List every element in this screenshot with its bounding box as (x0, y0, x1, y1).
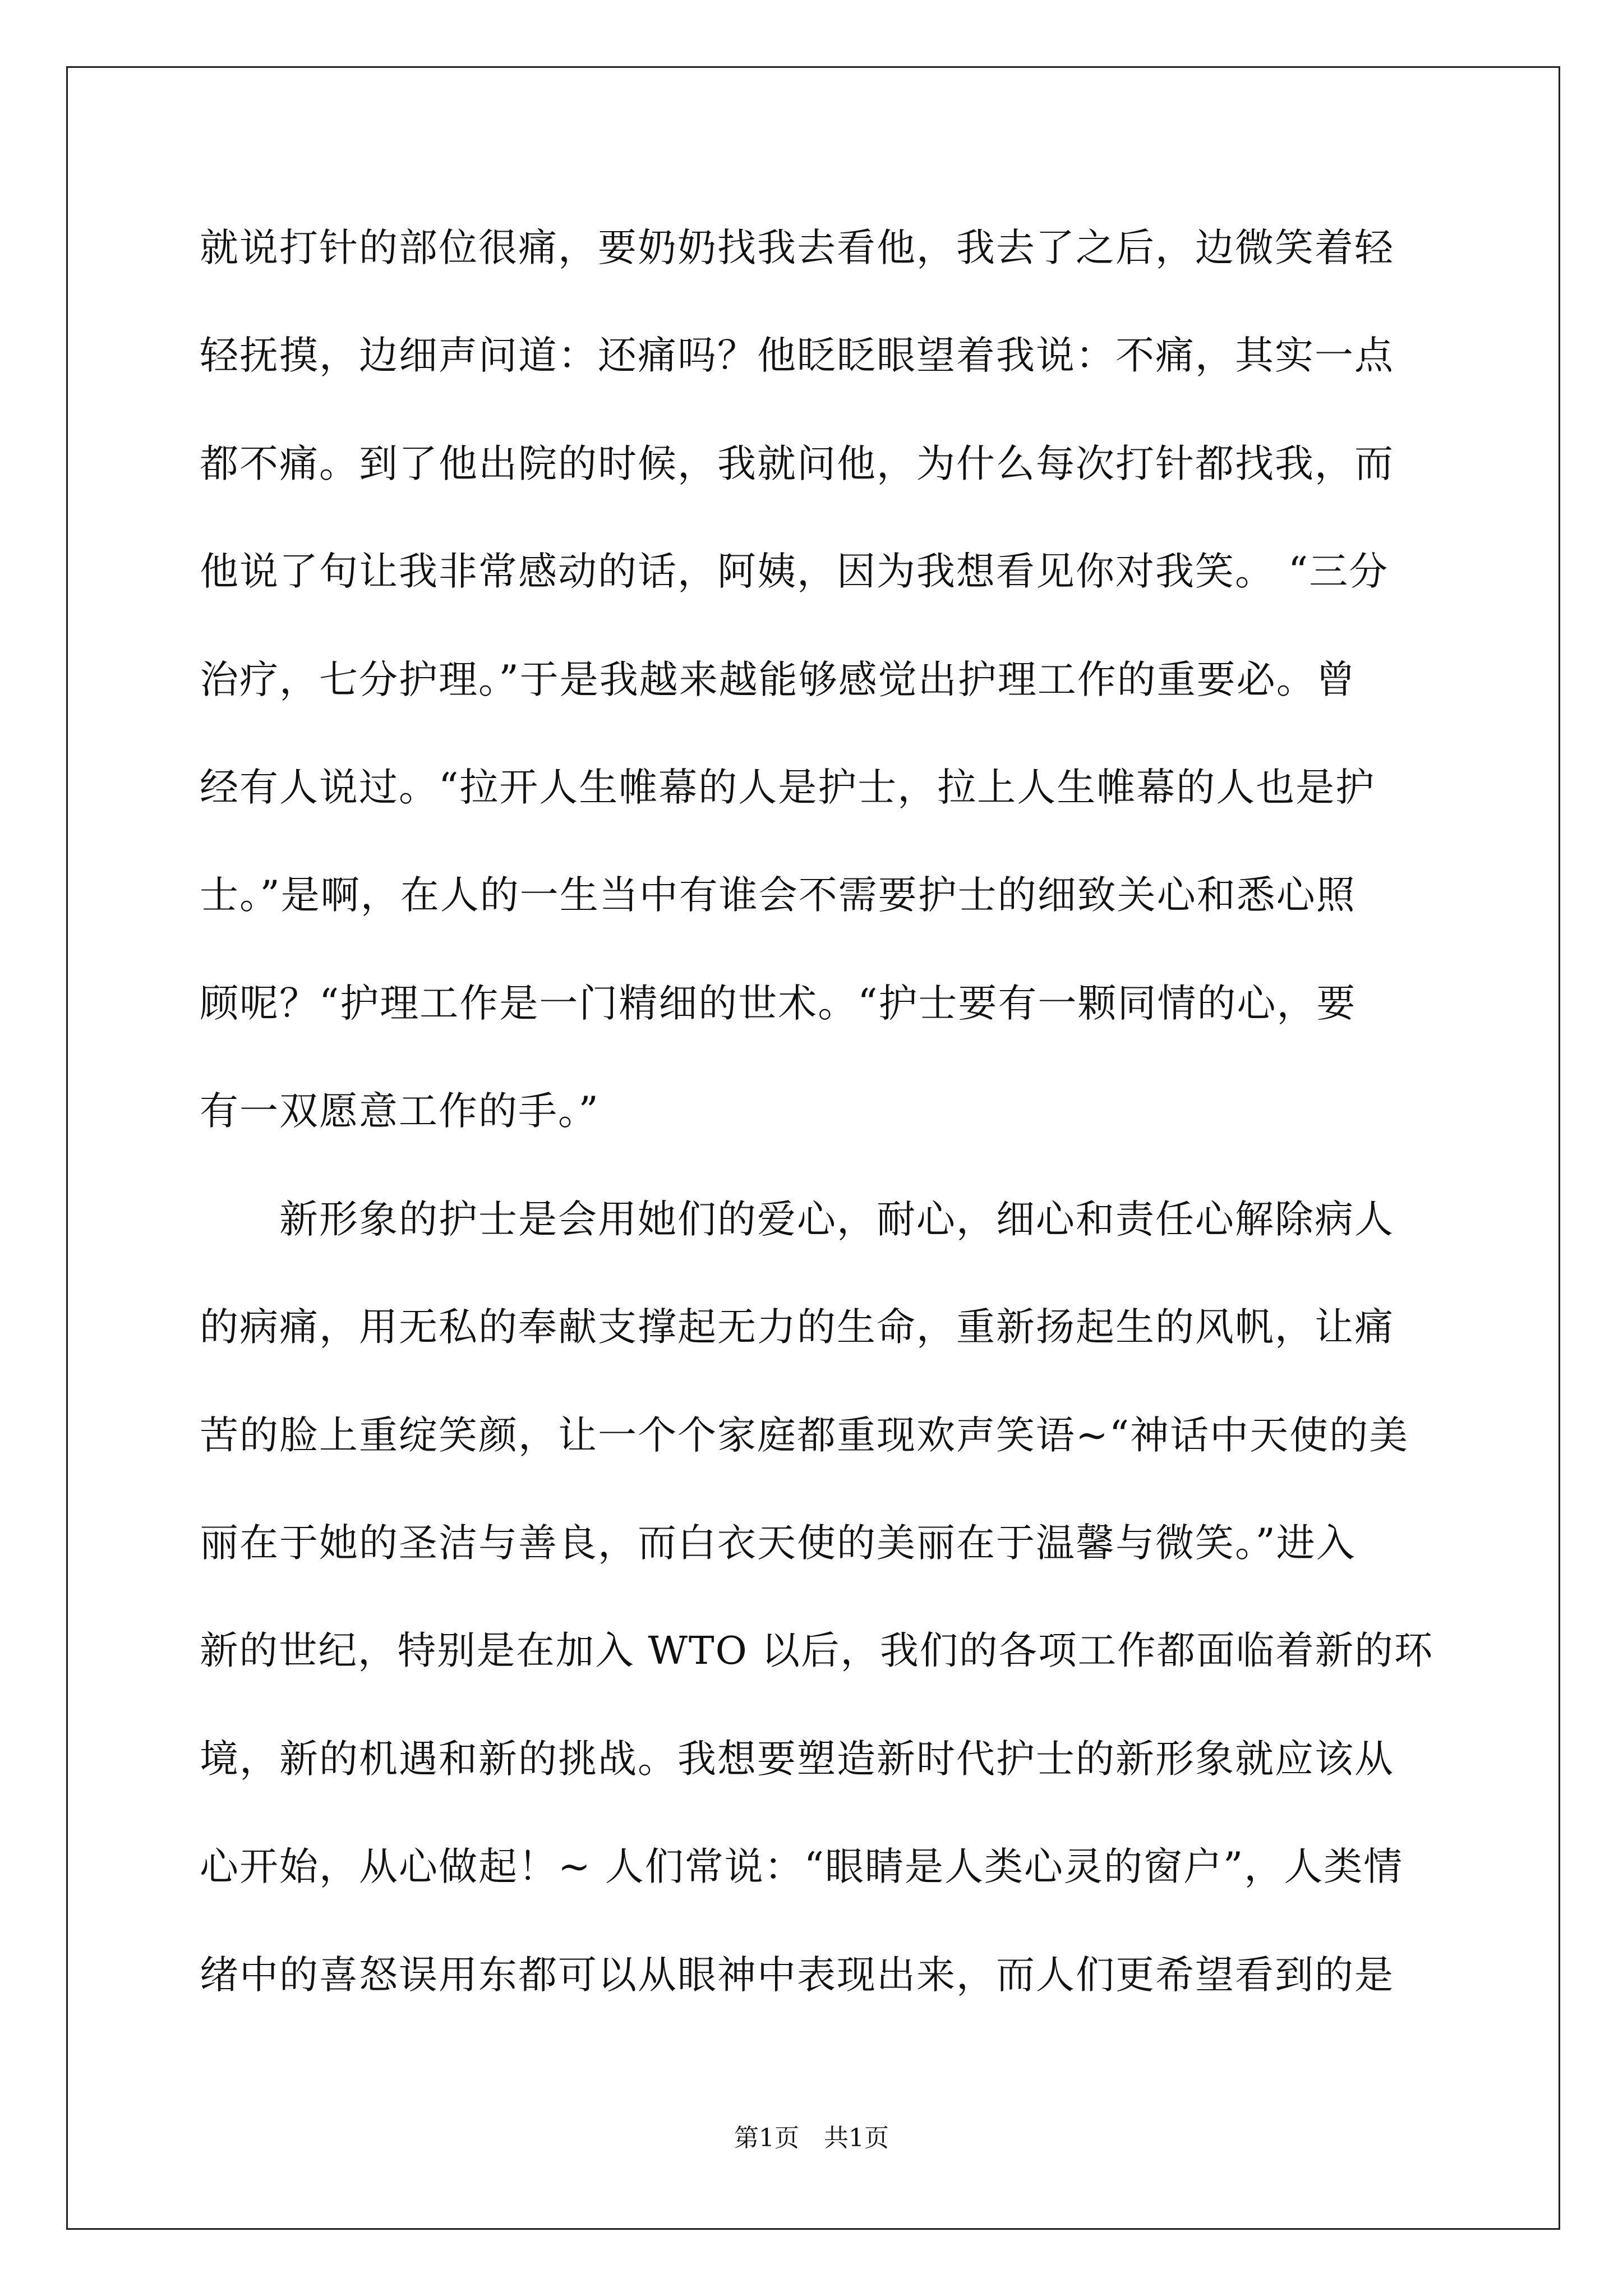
text-line: 轻抚摸，边细声问道：还痛吗？他眨眨眼望着我说：不痛，其实一点 (200, 333, 1394, 378)
page-border (66, 66, 1560, 2230)
text-line: 境，新的机遇和新的挑战。我想要塑造新时代护士的新形象就应该从 (200, 1737, 1394, 1782)
text-line: 新形象的护士是会用她们的爱心，耐心，细心和责任心解除病人 (200, 1197, 1394, 1242)
text-line: 就说打针的部位很痛，要奶奶找我去看他，我去了之后，边微笑着轻 (200, 226, 1394, 270)
text-line: 丽在于她的圣洁与善良，而白衣天使的美丽在于温馨与微笑。”进入 (200, 1521, 1356, 1566)
text-line: 新的世纪，特别是在加入 WTO 以后，我们的各项工作都面临着新的环 (200, 1628, 1434, 1673)
text-line: 他说了句让我非常感动的话，阿姨，因为我想看见你对我笑。 “三分 (200, 549, 1389, 594)
text-line: 苦的脸上重绽笑颜，让一个个家庭都重现欢声笑语~“神话中天使的美 (200, 1413, 1409, 1458)
text-line: 有一双愿意工作的手。” (200, 1089, 600, 1134)
text-line: 都不痛。到了他出院的时候，我就问他，为什么每次打针都找我，而 (200, 441, 1394, 486)
text-line: 的病痛，用无私的奉献支撑起无力的生命，重新扬起生的风帆，让痛 (200, 1305, 1394, 1350)
text-line: 治疗，七分护理。”于是我越来越能够感觉出护理工作的重要必。曾 (200, 657, 1356, 702)
text-line: 士。”是啊，在人的一生当中有谁会不需要护士的细致关心和悉心照 (200, 873, 1356, 918)
text-line: 经有人说过。“拉开人生帷幕的人是护士，拉上人生帷幕的人也是护 (200, 765, 1376, 810)
text-line: 顾呢？“护理工作是一门精细的世术。“护士要有一颗同情的心，要 (200, 981, 1357, 1026)
page-footer: 第1页 共1页 (734, 2124, 889, 2152)
text-line: 心开始，从心做起！~ 人们常说：“眼睛是人类心灵的窗户”，人类情 (200, 1844, 1404, 1889)
text-line: 绪中的喜怒误用东都可以从眼神中表现出来，而人们更希望看到的是 (200, 1953, 1394, 1998)
